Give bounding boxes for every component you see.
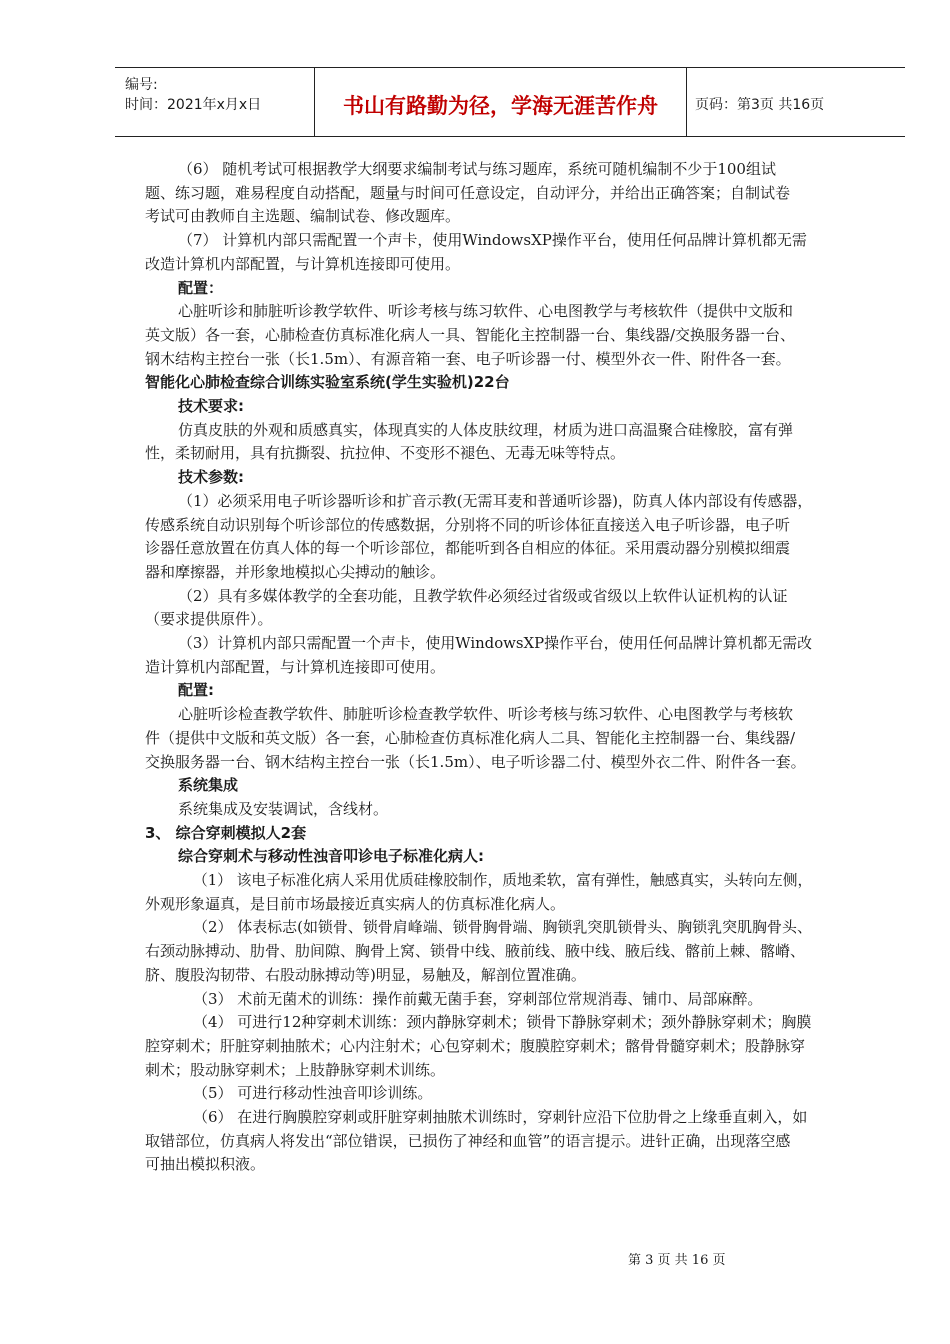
text-line: 器和摩擦器，并形象地模拟心尖搏动的触诊。 (145, 562, 446, 581)
text-line: 取错部位，仿真病人将发出“部位错误，已损伤了神经和血管”的语言提示。进针正确，出现落空感 (145, 1131, 791, 1150)
text-line: 腔穿刺术；肝脏穿刺抽脓术；心内注射术；心包穿刺术；腹膜腔穿刺术；髂骨骨髓穿刺术；股静脉穿 (145, 1036, 806, 1055)
doc-time-label: 时间：2021年x月x日 (125, 97, 262, 113)
text-line: 系统集成及安装调试，含线材。 (178, 799, 389, 818)
header-motto: 书山有路勤为径，学海无涯苦作舟 (343, 94, 658, 118)
text-line: 心脏听诊检查教学软件、肺脏听诊检查教学软件、听诊考核与练习软件、心电图教学与考核软 (178, 705, 794, 724)
text-line: 外观形象逼真，是目前市场最接近真实病人的仿真标准化病人。 (145, 894, 566, 913)
text-line: （要求提供原件）。 (145, 610, 273, 629)
section-heading: 配置: (178, 681, 214, 700)
header-motto-cell (315, 68, 687, 136)
text-line: 心脏听诊和肺脏听诊教学软件、听诊考核与练习软件、心电图教学与考核软件（提供中文版和 (178, 302, 794, 321)
text-line: 脐、腹股沟韧带、右股动脉搏动等)明显，易触及，解剖位置准确。 (145, 965, 586, 984)
text-line: 题、练习题，难易程度自动搭配，题量与时间可任意设定，自动评分，并给出正确答案；自制试卷 (145, 183, 791, 202)
text-line: （5） 可进行移动性浊音叩诊训练。 (193, 1084, 433, 1103)
text-line: 造计算机内部配置，与计算机连接即可使用。 (145, 657, 446, 676)
text-line: 刺术；股动脉穿刺术；上肢静脉穿刺术训练。 (145, 1060, 446, 1079)
text-line: （6） 随机考试可根据教学大纲要求编制考试与练习题库，系统可随机编制不少于100组试 (178, 160, 776, 178)
text-line: 诊器任意放置在仿真人体的每一个听诊部位，都能听到各自相应的体征。采用震动器分别模拟细震 (145, 539, 791, 558)
header-page-cell (687, 68, 905, 136)
text-line: （2） 体表标志(如锁骨、锁骨肩峰端、锁骨胸骨端、胸锁乳突肌锁骨头、胸锁乳突肌胸骨头、 (193, 918, 812, 937)
page-header (115, 67, 905, 137)
text-line: （7） 计算机内部只需配置一个声卡，使用WindowsXP操作平台，使用任何品牌计算机都无需 (178, 231, 807, 250)
text-line: 英文版）各一套，心肺检查仿真标准化病人一具、智能化主控制器一台、集线器/交换服务器一台、 (145, 325, 796, 344)
section-heading: 综合穿刺术与移动性浊音叩诊电子标准化病人: (178, 847, 485, 866)
header-page-info: 页码：第3页 共16页 (695, 97, 825, 113)
section-heading: 技术要求: (178, 397, 244, 415)
page-footer: 第 3 页 共 16 页 (628, 1253, 726, 1268)
text-line: （3）计算机内部只需配置一个声卡，使用WindowsXP操作平台，使用任何品牌计算机都无需改 (178, 634, 812, 652)
text-line: （1） 该电子标准化病人采用优质硅橡胶制作，质地柔软，富有弹性，触感真实，头转向左侧， (193, 871, 813, 889)
text-line: 钢木结构主控台一张（长1.5m）、有源音箱一套、电子听诊器一付、模型外衣一件、附件各一套。 (145, 349, 791, 368)
text-line: 考试可由教师自主选题、编制试卷、修改题库。 (145, 207, 461, 226)
text-line: （3） 术前无菌术的训练：操作前戴无菌手套，穿刺部位常规消毒、铺巾、局部麻醉。 (193, 989, 763, 1008)
text-line: 件（提供中文版和英文版）各一套，心肺检查仿真标准化病人二具、智能化主控制器一台、集线器/ (145, 728, 796, 747)
text-line: 仿真皮肤的外观和质感真实，体现真实的人体皮肤纹理，材质为进口高温聚合硅橡胶，富有弹 (178, 420, 794, 439)
section-heading: 智能化心肺检查综合训练实验室系统(学生实验机)22台 (145, 373, 510, 392)
text-line: 右颈动脉搏动、肋骨、肋间隙、胸骨上窝、锁骨中线、腋前线、腋中线、腋后线、髂前上棘、髂嵴、 (145, 942, 806, 961)
section-heading: 技术参数: (178, 468, 244, 487)
section-heading: 3、 综合穿刺模拟人2套 (145, 823, 307, 842)
header-meta-cell (115, 68, 315, 136)
section-heading: 配置： (178, 278, 224, 297)
doc-number-label: 编号: (125, 77, 158, 93)
text-line: （4） 可进行12种穿刺术训练：颈内静脉穿刺术；锁骨下静脉穿刺术；颈外静脉穿刺术；胸膜 (193, 1013, 812, 1032)
text-line: 改造计算机内部配置，与计算机连接即可使用。 (145, 254, 461, 273)
text-line: （1）必须采用电子听诊器听诊和扩音示教(无需耳麦和普通听诊器)，防真人体内部设有传感器， (178, 491, 813, 510)
text-line: （2）具有多媒体教学的全套功能，且教学软件必须经过省级或省级以上软件认证机构的认证 (178, 586, 788, 605)
text-line: 交换服务器一台、钢木结构主控台一张（长1.5m）、电子听诊器二付、模型外衣二件、附件各一套。 (145, 752, 806, 771)
text-line: 可抽出模拟积液。 (145, 1155, 266, 1174)
text-line: 性，柔韧耐用，具有抗撕裂、抗拉伸、不变形不褪色、无毒无味等特点。 (145, 444, 626, 463)
text-line: 传感系统自动识别每个听诊部位的传感数据，分别将不同的听诊体征直接送入电子听诊器，电子听 (145, 515, 791, 534)
text-line: （6） 在进行胸膜腔穿刺或肝脏穿刺抽脓术训练时，穿刺针应沿下位肋骨之上缘垂直刺入，如 (193, 1108, 808, 1126)
section-heading: 系统集成 (178, 776, 239, 795)
